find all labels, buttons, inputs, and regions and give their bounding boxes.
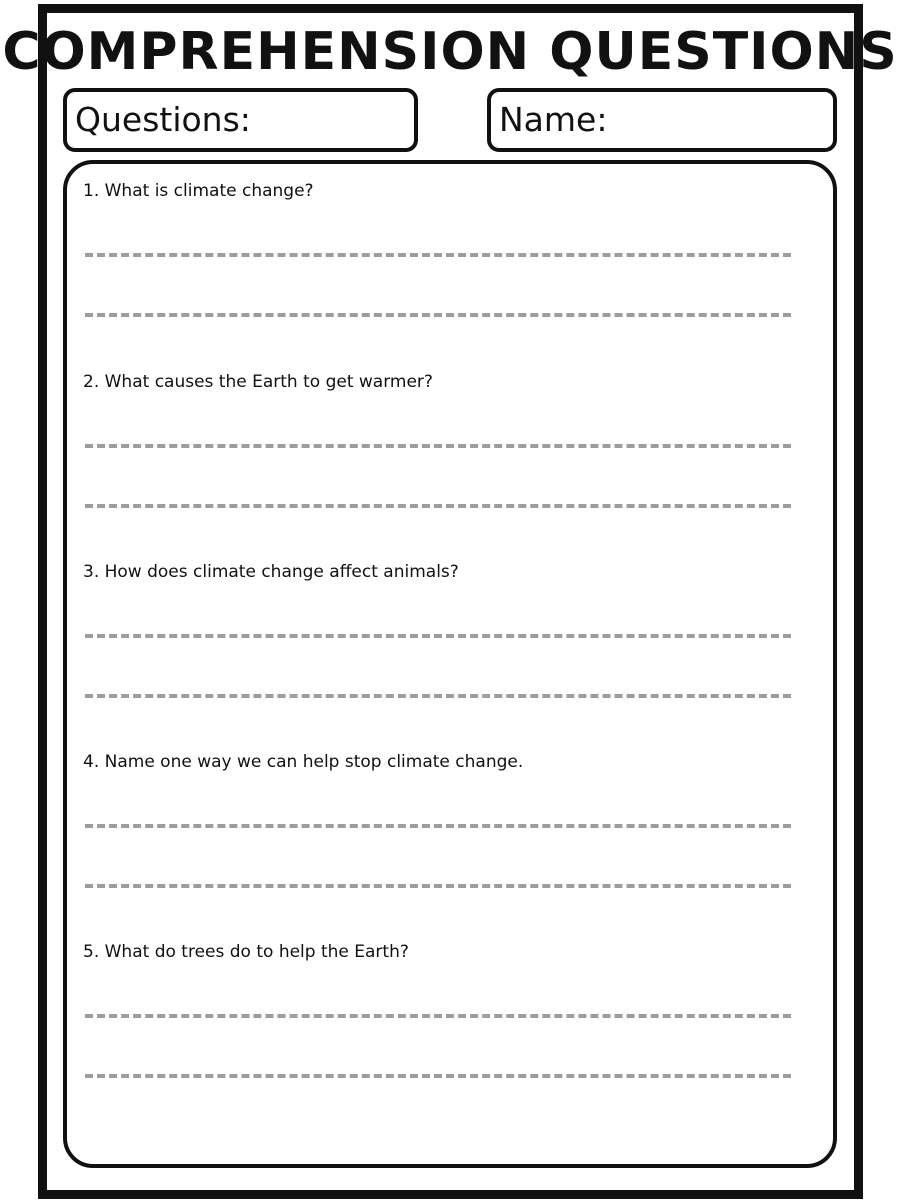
answer-line-3b[interactable] [85, 694, 791, 698]
question-block-3 [67, 545, 833, 735]
question-text-1: 1. What is climate change? [83, 181, 314, 201]
answer-line-5b[interactable] [85, 1074, 791, 1078]
name-field-box[interactable] [487, 88, 837, 152]
answer-line-1a[interactable] [85, 253, 791, 257]
answer-line-1b[interactable] [85, 313, 791, 317]
answer-line-3a[interactable] [85, 634, 791, 638]
answer-line-4b[interactable] [85, 884, 791, 888]
question-text-5: 5. What do trees do to help the Earth? [83, 942, 409, 962]
answer-line-5a[interactable] [85, 1014, 791, 1018]
question-text-4: 4. Name one way we can help stop climate change. [83, 752, 524, 772]
name-label: Name: [499, 100, 608, 139]
question-text-2: 2. What causes the Earth to get warmer? [83, 372, 433, 392]
answer-line-2b[interactable] [85, 504, 791, 508]
question-block-1 [67, 164, 833, 354]
question-block-4 [67, 735, 833, 925]
answer-line-2a[interactable] [85, 444, 791, 448]
questions-panel [63, 160, 837, 1168]
question-text-3: 3. How does climate change affect animals? [83, 562, 459, 582]
answer-line-4a[interactable] [85, 824, 791, 828]
questions-label-box [63, 88, 418, 152]
questions-label: Questions: [75, 100, 251, 139]
worksheet-title: COMPREHENSION QUESTIONS [2, 22, 898, 82]
question-block-2 [67, 355, 833, 545]
question-block-5 [67, 925, 833, 1115]
